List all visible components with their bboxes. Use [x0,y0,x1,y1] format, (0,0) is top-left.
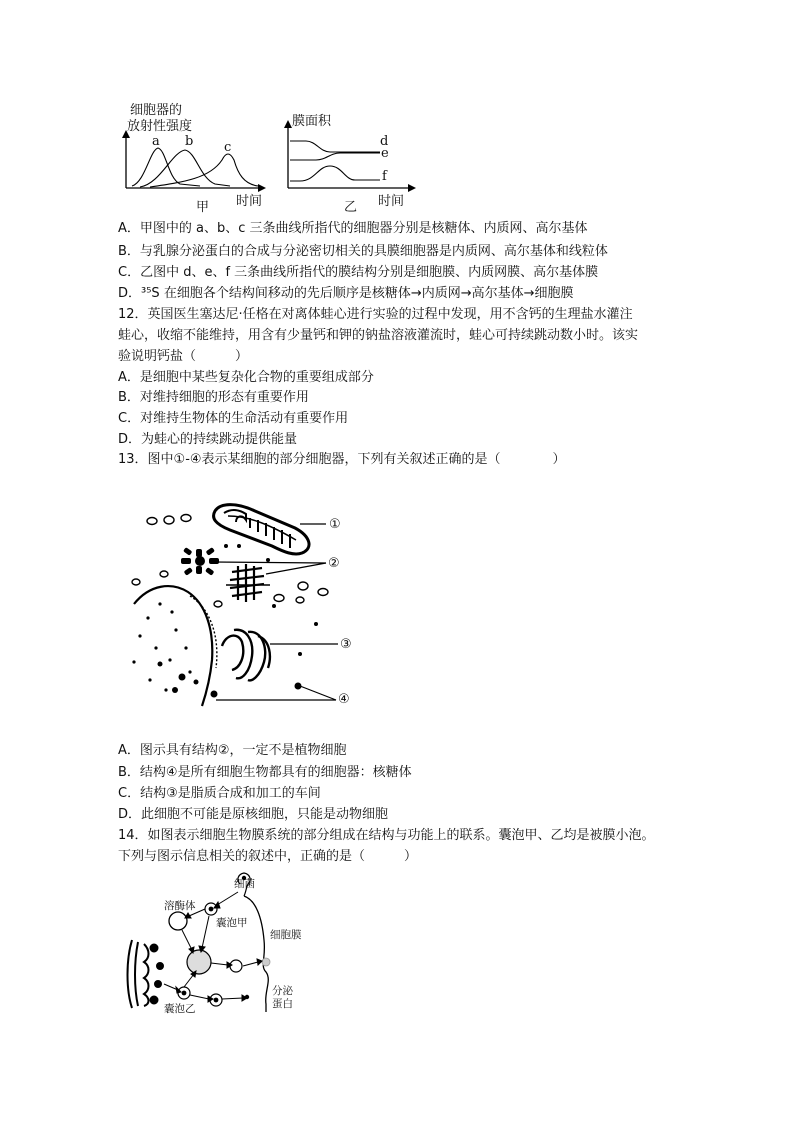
lysosome [169,912,187,930]
cell-membrane-line [244,896,268,1012]
graph-jia-xlabel: 时间 [236,194,263,209]
q13-stem: 13．图中①-④表示某细胞的部分细胞器，下列有关叙述正确的是（ ） [118,452,566,467]
label-3: ③ [340,637,352,652]
endoplasmic-reticulum-golgi [128,940,164,1008]
curve-label-b: b [185,134,194,149]
label-vesicle-b: 囊泡乙 [164,1003,196,1015]
q13-option-b: B．结构④是所有细胞生物都具有的细胞器：核糖体 [118,765,412,780]
q13-option-c: C．结构③是脂质合成和加工的车间 [118,786,321,801]
q12-option-c: C．对维持生物体的生命活动有重要作用 [118,411,349,426]
label-cell-membrane: 细胞膜 [270,929,302,941]
q14-stem-line1: 14．如图表示细胞生物膜系统的部分组成在结构与功能上的联系。囊泡甲、乙均是被膜小泡。 [118,828,655,843]
graph-yi-xlabel: 时间 [378,194,405,209]
q12-option-a: A．是细胞中某些复杂化合物的重要组成部分 [118,370,374,385]
curve-label-c: c [224,140,232,155]
q14-stem-line2: 下列与图示信息相关的叙述中，正确的是（ ） [118,849,418,864]
graph-jia-ylabel-line1: 细胞器的 [130,103,183,118]
graph-jia-name: 甲 [196,200,210,215]
q11-option-a: A．甲图中的 a、b、c 三条曲线所指代的细胞器分别是核糖体、内质网、高尔基体 [118,221,588,236]
q12-stem-line1: 12．英国医生塞达尼·任格在对离体蛙心进行实验的过程中发现，用不含钙的生理盐水灌注 [118,307,633,322]
q11-option-d: D．³⁵S 在细胞各个结构间移动的先后顺序是核糖体→内质网→高尔基体→细胞膜 [118,286,574,301]
q12-stem-line3: 验说明钙盐（ ） [118,349,249,364]
q11-option-b: B．与乳腺分泌蛋白的合成与分泌密切相关的具膜细胞器是内质网、高尔基体和线粒体 [118,244,608,259]
residual-body [230,960,242,972]
q11-option-c: C．乙图中 d、e、f 三条曲线所指代的膜结构分别是细胞膜、内质网膜、高尔基体膜 [118,265,599,280]
curve-label-d: d [380,134,389,149]
label-bacteria: 细菌 [234,878,255,890]
q12-option-b: B．对维持细胞的形态有重要作用 [118,390,309,405]
curve-label-a: a [152,134,160,149]
label-lysosome: 溶酶体 [164,900,196,912]
curve-label-e: e [381,146,389,161]
label-4: ④ [338,692,350,707]
label-secretory-1: 分泌 [272,985,293,997]
label-vesicle-a: 囊泡甲 [216,917,248,929]
curve-label-f: f [382,169,387,184]
graph-jia-ylabel-line2: 放射性强度 [127,119,193,134]
q13-option-d: D．此细胞不可能是原核细胞，只能是动物细胞 [118,807,389,822]
graph-yi-name: 乙 [344,200,358,215]
graph-yi-ylabel: 膜面积 [292,114,332,129]
q12-stem-line2: 蛙心，收缩不能维持，用含有少量钙和钾的钠盐溶液灌流时，蛙心可持续跳动数小时。该实 [118,328,639,343]
label-2: ② [328,556,340,571]
phagolysosome [187,950,211,974]
q12-option-d: D．为蛙心的持续跳动提供能量 [118,432,298,447]
q13-option-a: A．图示具有结构②，一定不是植物细胞 [118,743,347,758]
label-secretory-2: 蛋白 [272,998,293,1010]
label-1: ① [329,517,341,532]
